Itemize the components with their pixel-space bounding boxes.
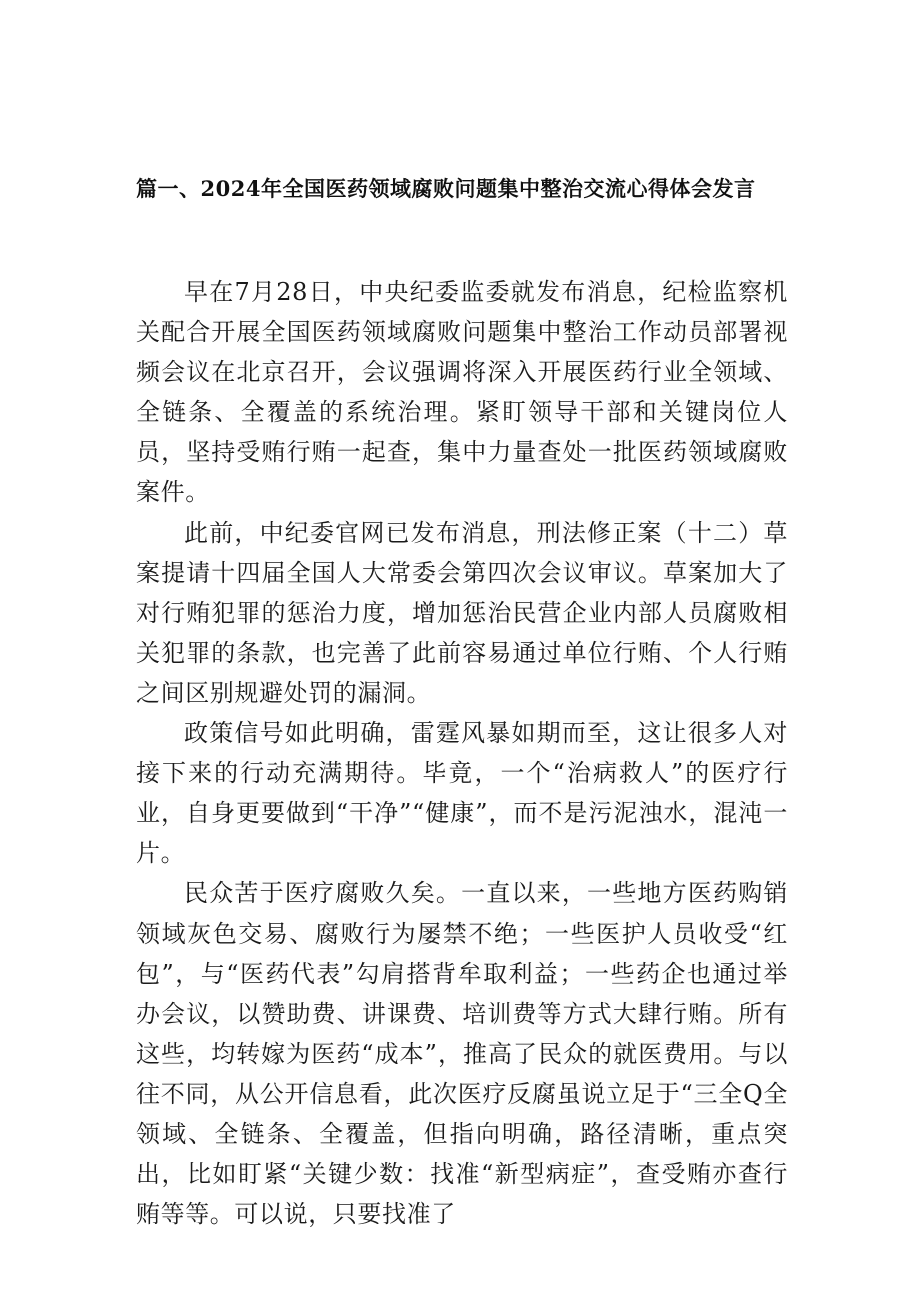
paragraph-2: 此前，中纪委官网已发布消息，刑法修正案（十二）草案提请十四届全国人大常委会第四次会议审议。草案加大了对行贿犯罪的惩治力度，增加惩治民营企业内部人员腐败相关犯罪的条款，也完善了此前容易通过单位行贿、个人行贿之间区别规避处罚的漏洞。: [136, 518, 788, 707]
document-body: [136, 272, 788, 1234]
paragraph-3: 政策信号如此明确，雷霆风暴如期而至，这让很多人对接下来的行动充满期待。毕竟，一个“治病救人”的医疗行业，自身更要做到“干净”“健康”，而不是污泥浊水，混沌一片。: [136, 719, 788, 868]
paragraph-4: 民众苦于医疗腐败久矣。一直以来，一些地方医药购销领域灰色交易、腐败行为屡禁不绝；一些医护人员收受“红包”，与“医药代表”勾肩搭背牟取利益；一些药企也通过举办会议，以赞助费、讲课费、培训费等方式大肆行贿。所有这些，均转嫁为医药“成本”，推高了民众的就医费用。与以往不同，从公开信息看，此次医疗反腐虽说立足于“三全Q全领域、全链条、全覆盖，但指向明确，路径清晰，重点突出，比如盯紧“关键少数：找准“新型病症”，查受贿亦查行贿等等。可以说，只要找准了: [136, 879, 788, 1229]
paragraph-1: 早在7月28日，中央纪委监委就发布消息，纪检监察机关配合开展全国医药领域腐败问题集中整治工作动员部署视频会议在北京召开，会议强调将深入开展医药行业全领域、全链条、全覆盖的系统治理。紧盯领导干部和关键岗位人员，坚持受贿行贿一起查，集中力量查处一批医药领域腐败案件。: [136, 278, 788, 507]
document-title: 篇一、2024年全国医药领域腐败问题集中整治交流心得体会发言: [136, 176, 756, 201]
